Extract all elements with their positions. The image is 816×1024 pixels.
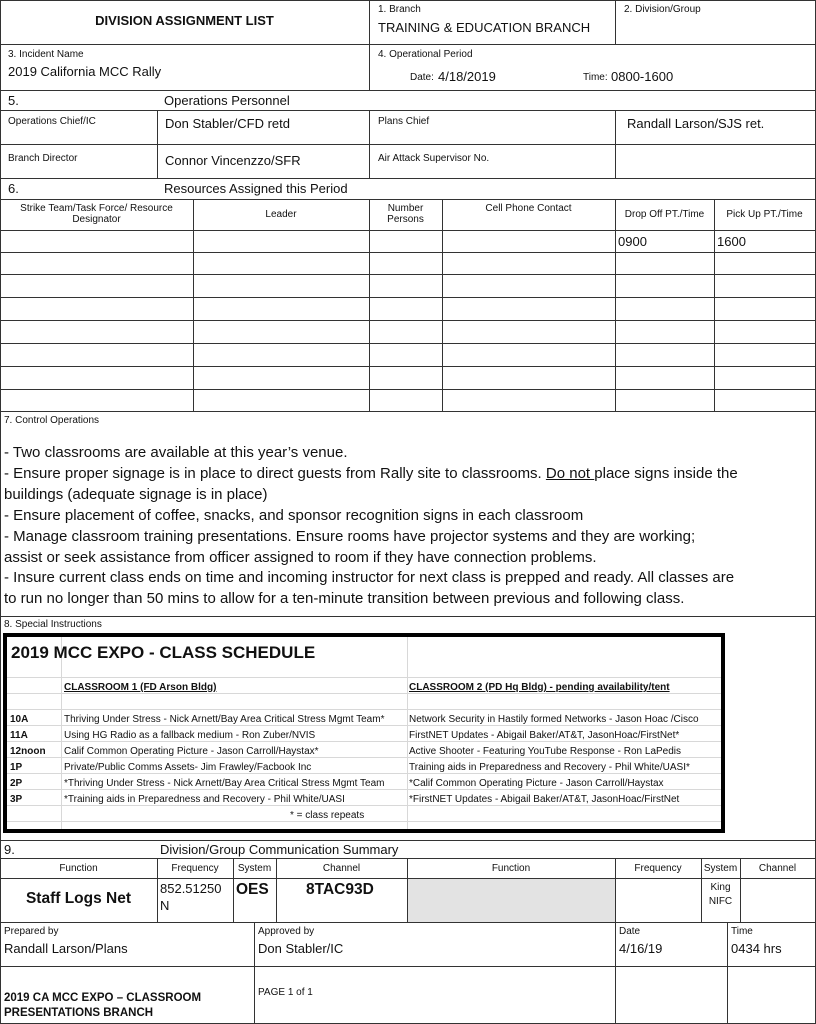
- control-operations-text: [4, 443, 738, 610]
- slot-time: 11A: [10, 730, 28, 741]
- incident-name-value: 2019 California MCC Rally: [8, 64, 162, 79]
- comm-function-value: Staff Logs Net: [25, 890, 132, 907]
- system2-line1: King: [710, 882, 731, 893]
- section-7-label: 7. Control Operations: [4, 415, 100, 426]
- col-designator-line1: Strike Team/Task Force/ Resource: [20, 203, 173, 214]
- comm-system-header-2: System: [703, 863, 738, 874]
- comm-channel-value: 8TAC93D: [306, 881, 374, 898]
- control-line: [4, 464, 738, 485]
- document-title-line2: PRESENTATIONS BRANCH: [4, 1007, 154, 1019]
- comm-channel-header-2: Channel: [758, 863, 797, 874]
- slot-classroom-2: *Calif Common Operating Picture - Jason Carroll/Haystax: [409, 778, 664, 789]
- comm-frequency-value: [160, 880, 221, 914]
- slot-time: 1P: [10, 762, 23, 773]
- section-6-number: 6.: [8, 181, 19, 196]
- control-line-part: place signs inside the: [594, 464, 738, 482]
- col-leader-header: Leader: [265, 209, 297, 220]
- section-8-label: 8. Special Instructions: [4, 619, 102, 630]
- comm-system-header: System: [237, 863, 272, 874]
- date-value: 4/18/2019: [438, 69, 496, 84]
- date-label: Date:: [410, 72, 434, 83]
- comm-shaded-cell: [408, 879, 615, 922]
- comm-channel-header: Channel: [322, 863, 361, 874]
- section-6-title: Resources Assigned this Period: [164, 181, 348, 196]
- control-line: assist or seek assistance from officer assigned to room if they have connection problems.: [4, 548, 597, 566]
- prepared-by-label: Prepared by: [4, 926, 59, 937]
- comm-function-header-2: Function: [491, 863, 531, 874]
- document-title-line1: 2019 CA MCC EXPO – CLASSROOM: [4, 992, 202, 1004]
- ops-chief-value: Don Stabler/CFD retd: [165, 116, 290, 131]
- frequency-line2: N: [160, 898, 170, 913]
- comm-frequency-header: Frequency: [171, 863, 219, 874]
- col-dropoff-header: Drop Off PT./Time: [624, 209, 705, 220]
- col-persons-header: [369, 203, 442, 225]
- section-5-title: Operations Personnel: [164, 93, 290, 108]
- row1-pickup: 1600: [717, 234, 746, 249]
- comm-function-header: Function: [59, 863, 98, 874]
- slot-time: 2P: [10, 778, 23, 789]
- time-value: 0800-1600: [611, 69, 674, 84]
- row1-dropoff: 0900: [618, 234, 647, 249]
- time-label: Time:: [583, 72, 608, 83]
- form-title: DIVISION ASSIGNMENT LIST: [95, 13, 274, 28]
- section-5-number: 5.: [8, 93, 19, 108]
- slot-classroom-2: FirstNET Updates - Abigail Baker/AT&T, JasonHoac/FirstNet*: [409, 730, 680, 741]
- branch-director-value: Connor Vincenzzo/SFR: [165, 153, 301, 168]
- branch-director-label: Branch Director: [8, 153, 78, 164]
- col-persons-line1: Number: [387, 203, 424, 214]
- comm-system-value-2: [701, 881, 740, 909]
- control-line: buildings (adequate signage is in place): [4, 485, 268, 503]
- operational-period-label: 4. Operational Period: [378, 49, 473, 60]
- slot-classroom-1: Calif Common Operating Picture - Jason Carroll/Haystax*: [64, 746, 319, 757]
- classroom-2-header: CLASSROOM 2 (PD Hq Bldg) - pending availability/tent: [409, 682, 670, 693]
- control-line: to run no longer than 50 mins to allow for a ten-minute transition between previous and following class.: [4, 590, 685, 608]
- col-persons-line2: Persons: [387, 214, 424, 225]
- prepared-by-value: Randall Larson/Plans: [4, 941, 128, 956]
- col-designator-line2: Designator: [72, 214, 121, 225]
- footer-date-label: Date: [619, 926, 641, 937]
- slot-classroom-2: Training aids in Preparedness and Recovery - Phil White/UASI*: [409, 762, 690, 773]
- col-pickup-header: Pick Up PT./Time: [726, 209, 803, 220]
- air-attack-label: Air Attack Supervisor No.: [378, 153, 490, 164]
- slot-time: 12noon: [10, 746, 46, 757]
- incident-name-label: 3. Incident Name: [8, 49, 84, 60]
- control-line: - Insure current class ends on time and incoming instructor for next class is prepped and ready. All classes are: [4, 569, 735, 587]
- slot-classroom-1: Thriving Under Stress - Nick Arnett/Bay Area Critical Stress Mgmt Team*: [64, 714, 385, 725]
- control-line-part: - Ensure proper signage is in place to direct guests from Rally site to classrooms.: [4, 464, 546, 482]
- approved-by-value: Don Stabler/IC: [258, 941, 344, 956]
- frequency-line1: 852.51250: [160, 881, 222, 896]
- comm-frequency-header-2: Frequency: [634, 863, 682, 874]
- classroom-1-header: CLASSROOM 1 (FD Arson Bldg): [64, 682, 217, 693]
- slot-classroom-1: Using HG Radio as a fallback medium - Ron Zuber/NVIS: [64, 730, 316, 741]
- approved-by-label: Approved by: [258, 926, 315, 937]
- plans-chief-label: Plans Chief: [378, 116, 430, 127]
- comm-system-value: OES: [236, 881, 269, 898]
- slot-time: 10A: [10, 714, 29, 725]
- col-designator-header: [0, 203, 193, 225]
- document-title: [4, 991, 201, 1021]
- do-not-underlined: Do not: [545, 464, 595, 482]
- slot-classroom-2: *FirstNET Updates - Abigail Baker/AT&T, JasonHoac/FirstNet: [409, 794, 680, 805]
- schedule-title: 2019 MCC EXPO - CLASS SCHEDULE: [11, 643, 316, 662]
- section-9-number: 9.: [4, 842, 15, 857]
- footer-time-value: 0434 hrs: [731, 941, 782, 956]
- system2-line2: NIFC: [708, 896, 733, 907]
- branch-value: TRAINING & EDUCATION BRANCH: [378, 20, 591, 35]
- slot-classroom-1: Private/Public Comms Assets- Jim Frawley/Facbook Inc: [64, 762, 312, 773]
- slot-classroom-1: *Thriving Under Stress - Nick Arnett/Bay Area Critical Stress Mgmt Team: [64, 778, 385, 789]
- ops-chief-label: Operations Chief/IC: [8, 116, 96, 127]
- slot-classroom-2: Active Shooter - Featuring YouTube Response - Ron LaPedis: [409, 746, 682, 757]
- slot-classroom-2: Network Security in Hastily formed Networks - Jason Hoac /Cisco: [409, 714, 699, 725]
- footer-time-label: Time: [731, 926, 753, 937]
- control-line: - Two classrooms are available at this year’s venue.: [4, 444, 348, 461]
- footer-date-value: 4/16/19: [619, 941, 663, 956]
- page-number: PAGE 1 of 1: [258, 987, 313, 998]
- schedule-footnote: * = class repeats: [290, 810, 365, 821]
- control-line: - Ensure placement of coffee, snacks, and sponsor recognition signs in each classroom: [4, 506, 584, 524]
- slot-time: 3P: [10, 794, 23, 805]
- division-label: 2. Division/Group: [624, 4, 701, 15]
- slot-classroom-1: *Training aids in Preparedness and Recovery - Phil White/UASI: [64, 794, 345, 805]
- plans-chief-value: Randall Larson/SJS ret.: [627, 116, 765, 131]
- col-cell-header: Cell Phone Contact: [485, 203, 572, 214]
- branch-label: 1. Branch: [378, 4, 421, 15]
- class-schedule-table: [3, 633, 725, 833]
- control-line: - Manage classroom training presentations. Ensure rooms have projector systems and they are working;: [4, 527, 696, 545]
- section-9-title: Division/Group Communication Summary: [160, 842, 399, 857]
